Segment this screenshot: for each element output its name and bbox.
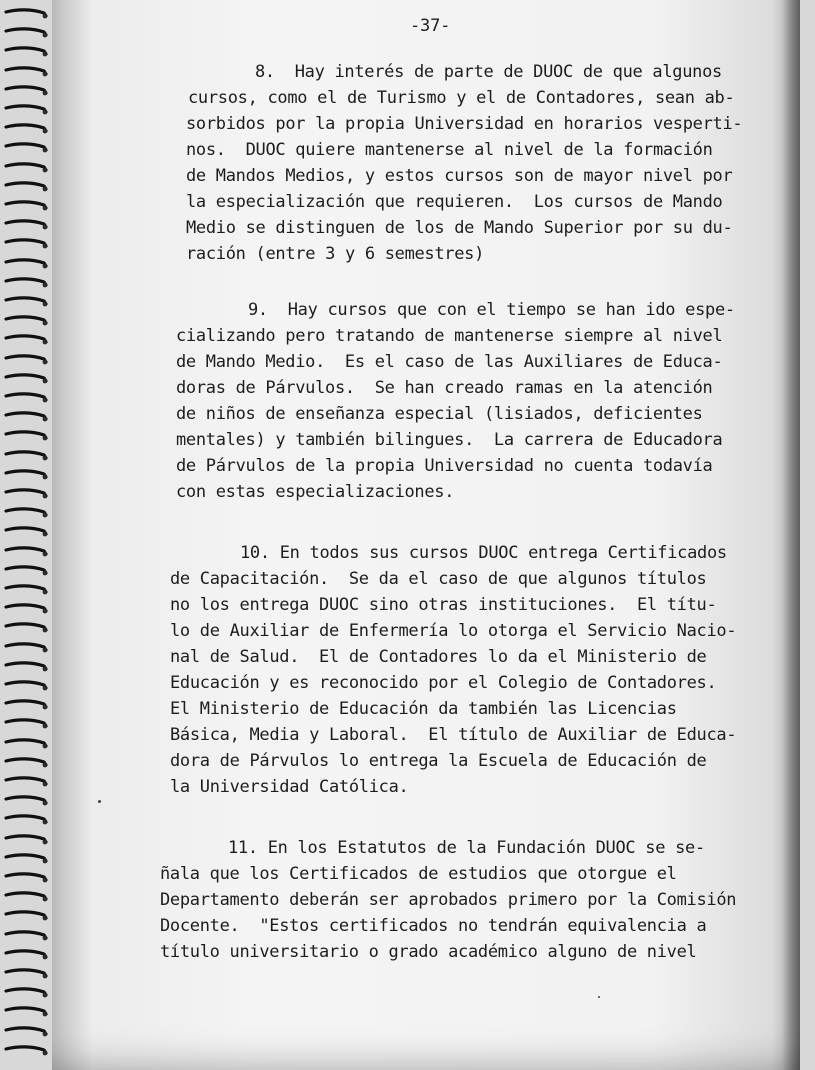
text-line: lo de Auxiliar de Enfermería lo otorga el Servicio Nacio- [170, 621, 737, 641]
text-line: de Capacitación. Se da el caso de que algunos títulos [170, 569, 707, 589]
binding-coil [4, 565, 48, 577]
text-line: Educación y es reconocido por el Colegio de Contadores. [170, 673, 717, 693]
binding-coil [4, 258, 48, 270]
binding-coil [4, 181, 48, 193]
binding-coil [4, 949, 48, 961]
text-line: 10. En todos sus cursos DUOC entrega Certificados [240, 543, 727, 563]
text-line: de Mando Medio. Es el caso de las Auxiliares de Educa- [176, 352, 723, 372]
text-line: cializando pero tratando de mantenerse siempre al nivel [176, 326, 723, 346]
page-number: -37- [410, 16, 451, 36]
binding-coil [4, 584, 48, 596]
binding-coil [4, 699, 48, 711]
binding-coil [4, 987, 48, 999]
binding-coil [4, 603, 48, 615]
binding-coil [4, 661, 48, 673]
binding-coil [4, 66, 48, 78]
binding-coil [4, 27, 48, 39]
binding-coil [4, 46, 48, 58]
binding-coil [4, 200, 48, 212]
binding-coil [4, 546, 48, 558]
binding-coil [4, 526, 48, 538]
text-line: Medio se distinguen de los de Mando Superior por su du- [186, 218, 733, 238]
binding-coil [4, 392, 48, 404]
binding-coil [4, 219, 48, 231]
binding-coil [4, 450, 48, 462]
binding-coil [4, 296, 48, 308]
text-line: 9. Hay cursos que con el tiempo se han ido espe- [248, 300, 735, 320]
binding-coil [4, 718, 48, 730]
binding-coil [4, 238, 48, 250]
binding-coil [4, 1045, 48, 1057]
binding-coil [4, 738, 48, 750]
binding-coil [4, 334, 48, 346]
text-line: Docente. "Estos certificados no tendrán equivalencia a [160, 916, 707, 936]
binding-coil [4, 354, 48, 366]
binding-coil [4, 622, 48, 634]
text-line: doras de Párvulos. Se han creado ramas en la atención [176, 378, 713, 398]
binding-coil [4, 757, 48, 769]
binding-coil [4, 469, 48, 481]
text-line: dora de Párvulos lo entrega la Escuela de Educación de [170, 751, 707, 771]
ink-speck [598, 996, 600, 998]
text-line: no los entrega DUOC sino otras instituciones. El títu- [170, 595, 717, 615]
binding-coil [4, 910, 48, 922]
text-line: nos. DUOC quiere mantenerse al nivel de la formación [186, 140, 713, 160]
text-line: con estas especializaciones. [176, 482, 455, 502]
text-line: la Universidad Católica. [170, 777, 409, 797]
text-line: cursos, como el de Turismo y el de Contadores, sean ab- [188, 88, 735, 108]
text-line: mentales) y también bilingues. La carrera de Educadora [176, 430, 723, 450]
text-line: sorbidos por la propia Universidad en horarios vesperti- [186, 114, 743, 134]
binding-coil [4, 373, 48, 385]
binding-coil [4, 642, 48, 654]
text-line: ración (entre 3 y 6 semestres) [186, 244, 485, 264]
binding-coil [4, 834, 48, 846]
binding-coil [4, 85, 48, 97]
binding-coil [4, 776, 48, 788]
binding-coil [4, 162, 48, 174]
text-line: título universitario o grado académico alguno de nivel [160, 942, 697, 962]
page-edge-shadow [782, 0, 800, 1070]
binding-coil [4, 430, 48, 442]
text-line: de Párvulos de la propia Universidad no cuenta todavía [176, 456, 713, 476]
binding-coil [4, 315, 48, 327]
binding-coil [4, 814, 48, 826]
binding-coil [4, 1006, 48, 1018]
binding-coil [4, 277, 48, 289]
text-line: Departamento deberán ser aprobados primero por la Comisión [160, 890, 737, 910]
text-line: nal de Salud. El de Contadores lo da el Ministerio de [170, 647, 707, 667]
binding-coil [4, 853, 48, 865]
text-line: Básica, Media y Laboral. El título de Auxiliar de Educa- [170, 725, 737, 745]
binding-coil [4, 142, 48, 154]
text-line: El Ministerio de Educación da también las Licencias [170, 699, 677, 719]
ink-speck [98, 800, 101, 803]
text-line: la especialización que requieren. Los cursos de Mando [186, 192, 723, 212]
binding-coil [4, 795, 48, 807]
binding-coil [4, 411, 48, 423]
binding-coil [4, 104, 48, 116]
binding-coil [4, 123, 48, 135]
binding-coil [4, 891, 48, 903]
binding-coil [4, 930, 48, 942]
binding-coil [4, 872, 48, 884]
text-line: ñala que los Certificados de estudios que otorgue el [160, 864, 677, 884]
binding-coil [4, 680, 48, 692]
spiral-binding [0, 0, 60, 1070]
binding-coil [4, 507, 48, 519]
binding-coil [4, 488, 48, 500]
binding-coil [4, 968, 48, 980]
text-line: 11. En los Estatutos de la Fundación DUOC se se- [228, 838, 705, 858]
text-line: 8. Hay interés de parte de DUOC de que algunos [255, 62, 722, 82]
binding-coil [4, 1026, 48, 1038]
text-line: de Mandos Medios, y estos cursos son de mayor nivel por [186, 166, 733, 186]
text-line: de niños de enseñanza especial (lisiados, deficientes [176, 404, 703, 424]
binding-coil [4, 8, 48, 20]
